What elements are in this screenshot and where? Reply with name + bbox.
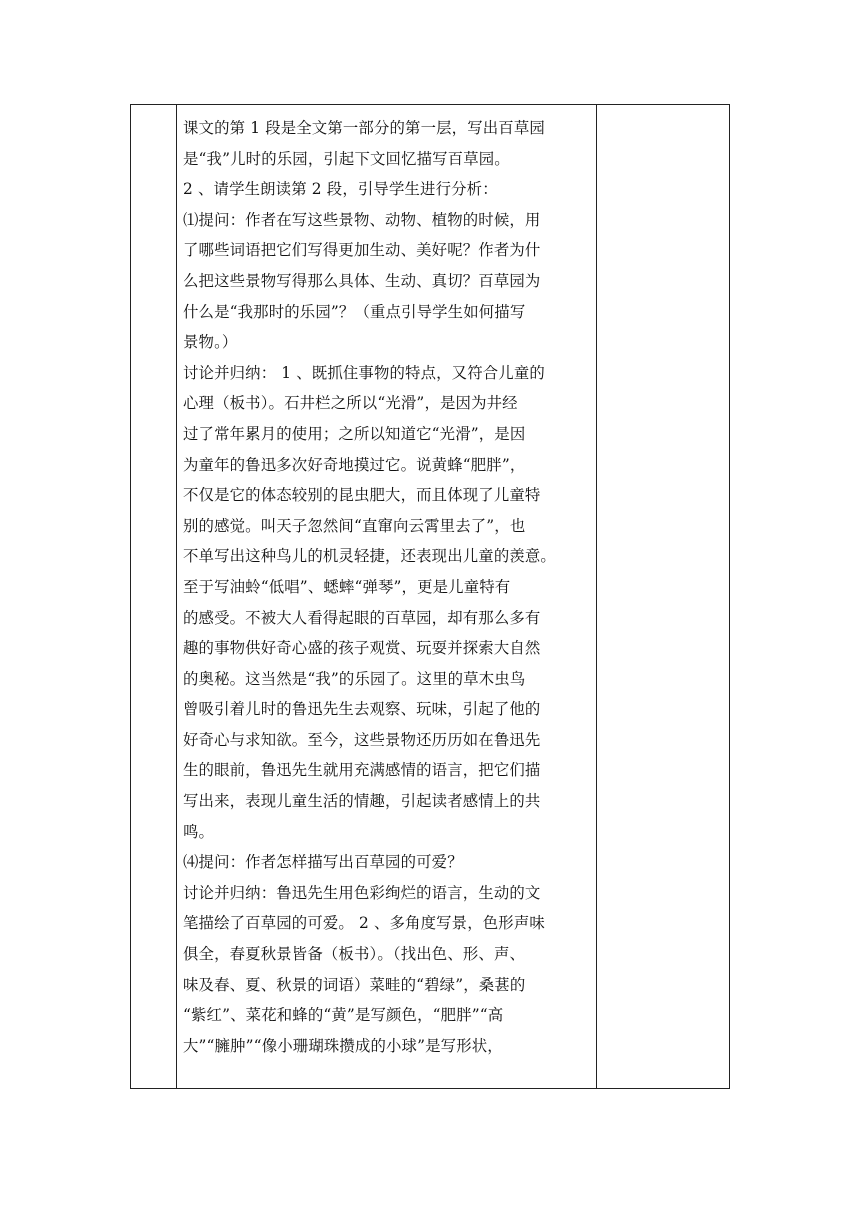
text-line: 曾吸引着儿时的鲁迅先生去观察、玩味，引起了他的	[183, 700, 541, 719]
text-line: 2 、请学生朗读第 2 段，引导学生进行分析：	[183, 180, 498, 199]
text-line: 景物。）	[183, 333, 238, 352]
text-line: 写出来，表现儿童生活的情趣，引起读者感情上的共	[183, 792, 541, 811]
text-line: 好奇心与求知欲。至今，这些景物还历历如在鲁迅先	[183, 730, 541, 749]
left-cell	[131, 105, 176, 1088]
text-line: 大”“臃肿”“像小珊瑚珠攒成的小球”是写形状，	[183, 1036, 503, 1055]
text-line: 课文的第 1 段是全文第一部分的第一层，写出百草园	[183, 119, 545, 137]
right-cell	[597, 105, 729, 1088]
text-line: ⑴提问：作者在写这些景物、动物、植物的时候，用	[183, 210, 541, 229]
text-line: 别的感觉。叫天子忽然间“直窜向云霄里去了”，也	[183, 516, 526, 535]
text-line: 讨论并归纳：鲁迅先生用色彩绚烂的语言，生动的文	[183, 883, 541, 902]
text-line: 过了常年累月的使用；之所以知道它“光滑”，是因	[183, 424, 526, 443]
content-cell	[183, 113, 591, 1061]
text-line: “紫红”、菜花和蜂的“黄”是写颜色，“肥胖”“高	[183, 1006, 504, 1025]
text-line: 了哪些词语把它们写得更加生动、美好呢？作者为什	[183, 241, 541, 260]
text-line: 味及春、夏、秋景的词语）菜畦的“碧绿”，桑葚的	[183, 975, 526, 994]
text-line: 鸣。	[183, 822, 215, 841]
text-line: 至于写油蛉“低唱”、蟋蟀“弹琴”，更是儿童特有	[183, 577, 511, 596]
text-line: 么把这些景物写得那么具体、生动、真切？百草园为	[183, 271, 541, 290]
column-divider-left	[176, 105, 177, 1088]
text-line: 讨论并归纳： 1 、既抓住事物的特点，又符合儿童的	[183, 363, 545, 382]
text-line: 趣的事物供好奇心盛的孩子观赏、玩耍并探索大自然	[183, 639, 541, 658]
text-line: 为童年的鲁迅多次好奇地摸过它。说黄蜂“肥胖”，	[183, 455, 526, 474]
text-line: 笔描绘了百草园的可爱。 2 、多角度写景，色形声味	[183, 914, 545, 933]
text-line: 的感受。不被大人看得起眼的百草园，却有那么多有	[183, 608, 541, 627]
text-line: 生的眼前，鲁迅先生就用充满感情的语言，把它们描	[183, 761, 541, 780]
text-line: 不单写出这种鸟儿的机灵轻捷，还表现出儿童的羡意。	[183, 547, 556, 566]
lesson-plan-table	[130, 104, 730, 1089]
text-line: ⑷提问：作者怎样描写出百草园的可爱？	[183, 853, 463, 872]
text-line: 是“我”儿时的乐园，引起下文回忆描写百草园。	[183, 149, 510, 168]
text-line: 心理（板书）。石井栏之所以“光滑”，是因为井经	[183, 394, 518, 413]
text-line: 什么是“我那时的乐园”？（重点引导学生如何描写	[183, 302, 526, 321]
text-line: 的奥秘。这当然是“我”的乐园了。这里的草木虫鸟	[183, 669, 526, 688]
text-line: 俱全，春夏秋景皆备（板书）。（找出色、形、声、	[183, 945, 526, 964]
text-line: 不仅是它的体态较别的昆虫肥大，而且体现了儿童特	[183, 486, 541, 505]
